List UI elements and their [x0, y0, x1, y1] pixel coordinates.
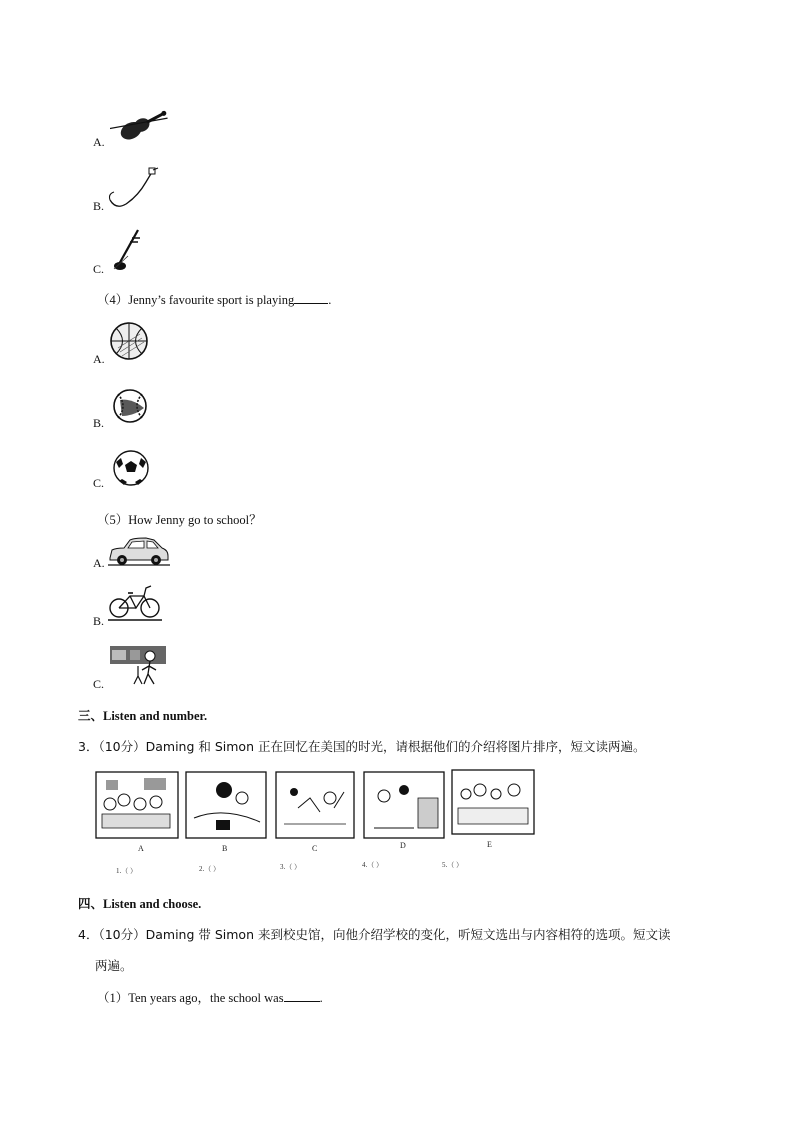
picture-sequence — [94, 768, 538, 878]
walking-icon — [108, 642, 168, 688]
picture-c — [276, 772, 354, 838]
picture-label-d: D — [400, 841, 406, 850]
question-5-text: （5）How Jenny go to school？ — [97, 513, 262, 527]
picture-label-c: C — [312, 844, 318, 853]
violin-icon — [110, 100, 172, 146]
option-label: B. — [93, 416, 105, 430]
answer-slot[interactable]: 5.（ ） — [442, 861, 463, 869]
question-4-text-line1: 4．（10分）Daming 带 Simon 来到校史馆，向他介绍学校的变化，听短文选出与内容相符的选项。短文读 — [78, 927, 671, 942]
car-icon — [106, 534, 170, 568]
option-label: B. — [93, 614, 105, 628]
option-label: C. — [93, 677, 105, 691]
flute-icon — [106, 166, 160, 212]
question-4-text: （4）Jenny’s favourite sport is playing . — [97, 293, 332, 307]
answer-blank[interactable] — [294, 292, 328, 304]
question-4-text-line2: 两遍。 — [95, 958, 133, 973]
question-3-text: 3．（10分）Daming 和 Simon 正在回忆在美国的时光，请根据他们的介绍将图片排序，短文读两遍。 — [78, 739, 646, 754]
answer-slot[interactable]: 2.（ ） — [199, 865, 220, 873]
picture-b — [186, 772, 266, 838]
option-label: A. — [93, 135, 105, 149]
picture-a — [96, 772, 178, 838]
option-label: A. — [93, 556, 105, 570]
football-icon — [110, 448, 152, 488]
bicycle-icon — [106, 580, 164, 624]
answer-slot[interactable]: 4.（ ） — [362, 861, 383, 869]
picture-label-e: E — [487, 840, 492, 849]
option-label: C. — [93, 262, 105, 276]
option-label: B. — [93, 199, 105, 213]
picture-e — [452, 770, 534, 834]
answer-slot[interactable]: 3.（ ） — [280, 863, 301, 871]
answer-blank[interactable] — [284, 990, 320, 1002]
option-label: A. — [93, 352, 105, 366]
option-label: C. — [93, 476, 105, 490]
picture-label-b: B — [222, 844, 228, 853]
answer-slot[interactable]: 1.（ ） — [116, 867, 137, 875]
erhu-icon — [110, 226, 146, 274]
section-3-title: 三、Listen and number. — [78, 709, 208, 723]
question-4-sub1: （1）Ten years ago，the school was . — [97, 991, 323, 1005]
baseball-icon — [110, 386, 150, 426]
picture-label-a: A — [138, 844, 144, 853]
section-4-title: 四、Listen and choose. — [78, 897, 202, 911]
picture-d — [364, 772, 444, 838]
basketball-icon — [108, 320, 150, 362]
